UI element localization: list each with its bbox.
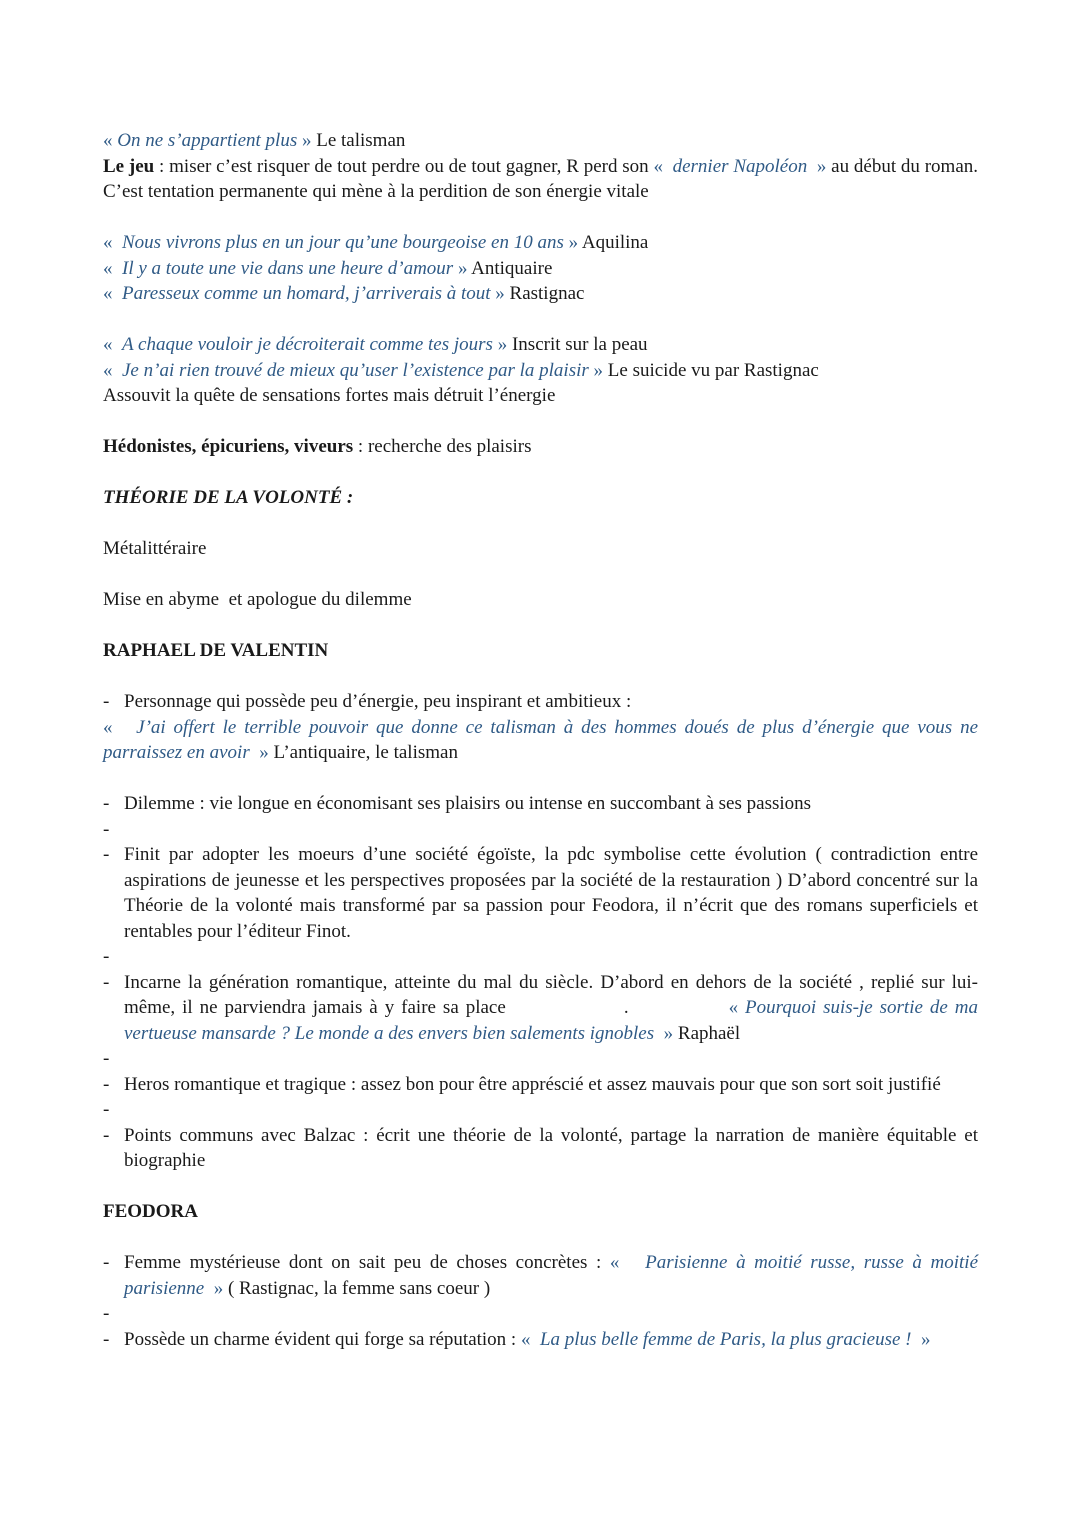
open-quote: « [103, 334, 113, 355]
item-text: Dilemme : vie longue en économisant ses plaisirs ou intense en succombant à ses passions [124, 793, 812, 814]
feodora-heading: FEODORA [103, 1201, 198, 1222]
item-text: Points communs avec Balzac : écrit une théorie de la volonté, partage la narration de manière équitable et biographie [124, 1124, 978, 1171]
feodora-list [103, 1250, 978, 1352]
open-quote: « [103, 359, 113, 381]
list-item [103, 1072, 978, 1098]
spacer [103, 1301, 978, 1327]
talisman-quote: On ne s’appartient plus [117, 130, 298, 151]
hedonistes-label: Hédonistes, épicuriens, viveurs [103, 436, 354, 457]
item-text: Femme mystérieuse dont on sait peu de choses concrètes : [124, 1252, 610, 1273]
quote-attribution: Inscrit sur la peau [511, 334, 648, 355]
item-dot: . [623, 997, 629, 1018]
quote-line-peau [103, 332, 978, 358]
quote-line-aquilina [103, 230, 978, 256]
list-item [103, 970, 978, 1047]
raphael-list-cont [103, 791, 978, 1174]
jeu-paragraph [103, 154, 978, 205]
metalitteraire-line: Métalittéraire [103, 538, 207, 559]
item-text: Incarne la génération romantique, atteinte du mal du siècle. D’abord en dehors de la société , replié sur lui-même, il ne parviendra jamais à y faire sa place [124, 971, 978, 1018]
document-page [103, 128, 978, 1352]
open-quote: « [103, 257, 113, 279]
close-quote: » [920, 1328, 931, 1350]
close-quote: » [301, 130, 312, 151]
quote-text: Nous vivrons plus en un jour qu’une bourgeoise en 10 ans [122, 232, 564, 253]
assouvit-line: Assouvit la quête de sensations fortes mais détruit l’énergie [103, 385, 556, 406]
raphael-heading: RAPHAEL DE VALENTIN [103, 640, 329, 661]
quote-text: Pourquoi suis-je sortie de ma vertueuse mansarde ? Le monde a des envers bien salements ignobles [124, 997, 978, 1044]
quote-text: Parisienne à moitié russe, russe à moitié parisienne [124, 1252, 978, 1299]
item-text: Finit par adopter les moeurs d’une société égoïste, la pdc symbolise cette évolution ( contradiction entre aspirations de jeunesse et les perspectives proposées par la société de la restauration ) D’abord concentré sur la Théorie de la volonté mais transformé par sa passion pour Feodora, il n’écrit que des romans superficiels et rentables pour l’éditeur Finot. [124, 844, 978, 942]
list-item [103, 1327, 978, 1353]
talisman-line [103, 128, 978, 154]
hedonistes-line [103, 434, 978, 460]
list-item [103, 689, 978, 715]
open-quote: « [103, 716, 113, 738]
open-quote: « [728, 997, 739, 1018]
quote-text: A chaque vouloir je décroiterait comme tes jours [122, 334, 493, 355]
jeu-text-1: : miser c’est risquer de tout perdre ou de tout gagner, R perd son [154, 155, 654, 177]
list-item [103, 791, 978, 817]
item-text: Possède un charme évident qui forge sa réputation : [124, 1328, 521, 1350]
theorie-heading: THÉORIE DE LA VOLONTÉ : [103, 487, 354, 508]
item-text: Heros romantique et tragique : assez bon pour être appréscié et assez mauvais pour que son sort soit justifié [124, 1073, 941, 1095]
quote-line-rastignac [103, 281, 978, 307]
spacer [103, 817, 978, 843]
quote-text: Je n’ai rien trouvé de mieux qu’user l’existence par la plaisir [122, 359, 589, 381]
open-quote: « [103, 283, 113, 304]
close-quote: » [593, 359, 604, 381]
list-item [103, 1250, 978, 1301]
raphael-item1-quote-line [103, 715, 978, 766]
quote-attribution: Rastignac [509, 283, 585, 304]
quote-text: Paresseux comme un homard, j’arriverais à tout [122, 283, 491, 304]
close-quote: » [457, 257, 468, 279]
open-quote: « [520, 1328, 531, 1350]
open-quote: « [653, 155, 663, 177]
close-quote: » [495, 283, 505, 304]
close-quote: » [259, 742, 269, 763]
open-quote: « [609, 1252, 620, 1273]
quote-attribution: Antiquaire [471, 257, 553, 279]
close-quote: » [816, 155, 827, 177]
mise-en-abyme-line: Mise en abyme et apologue du dilemme [103, 589, 412, 610]
quote-text: La plus belle femme de Paris, la plus gracieuse ! [539, 1328, 912, 1350]
quote-line-suicide [103, 358, 978, 384]
quote-attribution: Raphaël [677, 1022, 741, 1044]
quote-attribution: Le suicide vu par Rastignac [607, 359, 819, 381]
close-quote: » [568, 232, 579, 253]
spacer [103, 944, 978, 970]
quote-line-antiquaire [103, 256, 978, 282]
open-quote: « [103, 130, 113, 151]
hedonistes-text: : recherche des plaisirs [353, 436, 532, 457]
jeu-label: Le jeu [103, 155, 155, 177]
close-quote: » [497, 334, 508, 355]
talisman-attribution: Le talisman [316, 130, 406, 151]
close-quote: » [663, 1022, 674, 1044]
open-quote: « [103, 232, 113, 253]
raphael-list [103, 689, 978, 715]
spacer [103, 1046, 978, 1072]
quote-text: J’ai offert le terrible pouvoir que donne ce talisman à des hommes doués de plus d’énergie que vous ne parraissez en avoir [103, 716, 978, 763]
quote-text: Il y a toute une vie dans une heure d’amour [122, 257, 454, 279]
item-text: Personnage qui possède peu d’énergie, peu inspirant et ambitieux : [124, 691, 632, 712]
jeu-quote: dernier Napoléon [672, 155, 808, 177]
quote-attribution: Aquilina [581, 232, 649, 253]
close-quote: » [213, 1277, 224, 1299]
list-item [103, 842, 978, 944]
quote-attribution: ( Rastignac, la femme sans coeur ) [227, 1277, 491, 1299]
jeu-text-2: au début du roman. C’est tentation permanente qui mène à la perdition de son énergie vitale [103, 155, 979, 202]
spacer [103, 1097, 978, 1123]
quote-attribution: L’antiquaire, le talisman [273, 742, 458, 763]
list-item [103, 1123, 978, 1174]
